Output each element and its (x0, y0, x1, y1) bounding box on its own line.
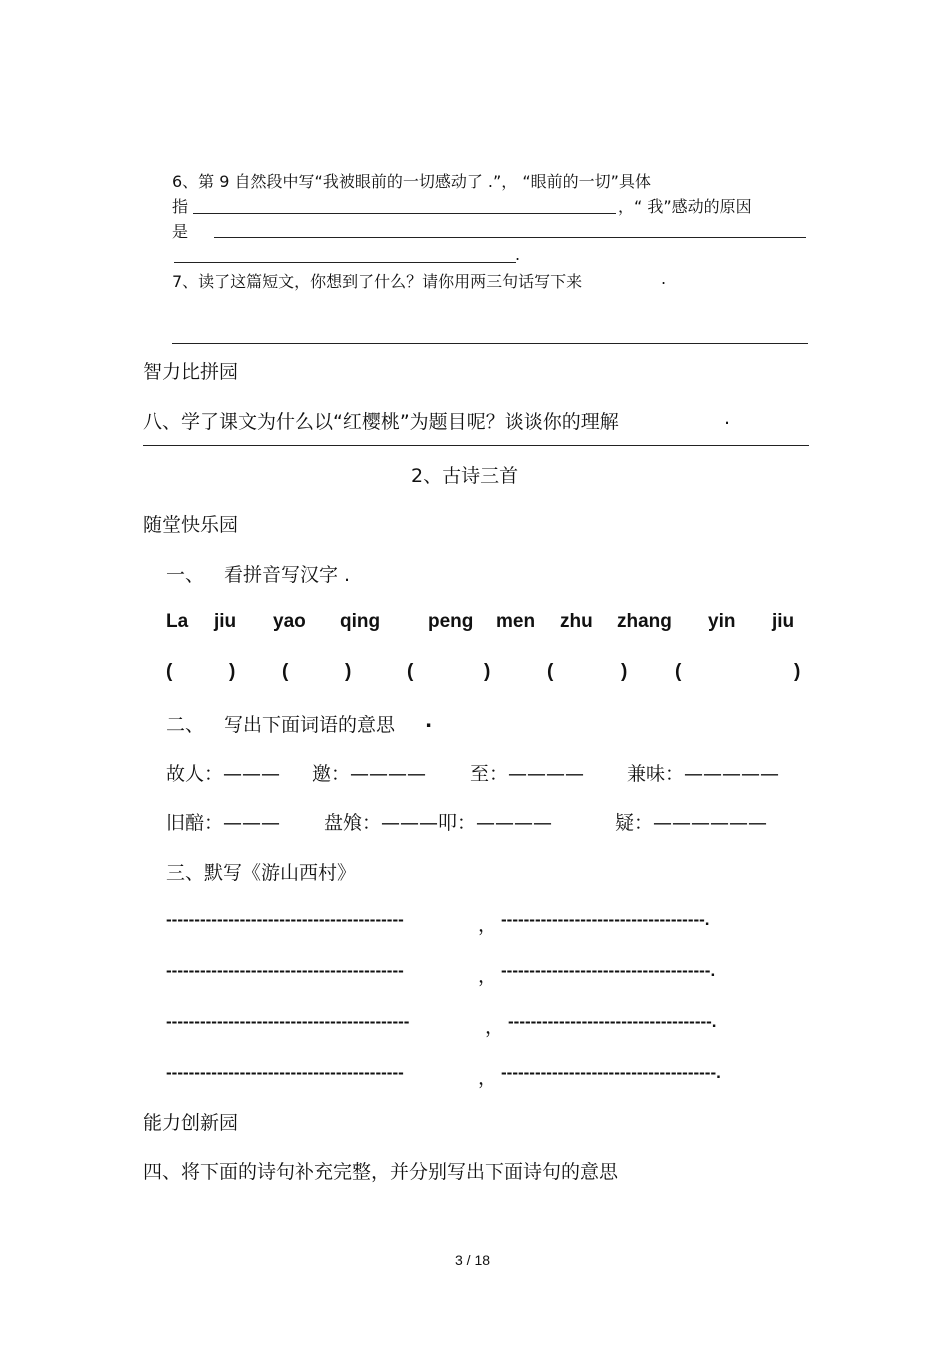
bracket-close-1: ) (229, 661, 236, 682)
bracket-open-2: ( (282, 661, 289, 682)
q4-text: 四、将下面的诗句补充完整，并分别写出下面诗句的意思 (143, 1161, 619, 1183)
word-zhi: 至：———— (470, 763, 585, 785)
q7-end-period: . (661, 269, 667, 288)
bracket-open-1: ( (166, 661, 173, 682)
q2-title: 写出下面词语的意思 (224, 714, 396, 736)
word-pansun-kou: 盘飧：———叩：———— (324, 812, 553, 834)
q1-title: 看拼音写汉字 . (224, 564, 351, 586)
q8-answer-line[interactable] (143, 445, 809, 446)
q6-end-period: . (515, 245, 521, 264)
poem-line-1-comma: ， (478, 914, 498, 936)
pinyin-4: qing (340, 611, 381, 632)
poem-line-3-comma: ， (485, 1016, 505, 1038)
bracket-close-3: ) (484, 661, 491, 682)
q6-answer-line-2[interactable] (214, 237, 806, 238)
pinyin-6: men (496, 611, 536, 632)
poem-line-4-comma: ， (478, 1067, 498, 1089)
poem-line-3-right[interactable]: ------------------------------------. (508, 1012, 717, 1031)
poem-line-4-right[interactable]: --------------------------------------. (501, 1063, 721, 1082)
bracket-close-5: ) (794, 661, 801, 682)
word-guren: 故人：——— (166, 763, 281, 785)
poem-line-1-left[interactable]: ------------------------------------------ (166, 910, 404, 929)
q6-line2-suffix: ，“ 我”感动的原因 (618, 197, 752, 216)
section-title-nengli: 能力创新园 (143, 1112, 239, 1134)
q1-number: 一、 (166, 564, 205, 586)
lesson-title: 2、古诗三首 (411, 465, 519, 487)
q3-title: 三、默写《游山西村》 (166, 862, 357, 884)
pinyin-3: yao (273, 611, 306, 632)
word-jianwei: 兼味：————— (627, 763, 780, 785)
page-number: 3 / 18 (455, 1252, 491, 1268)
bracket-open-3: ( (407, 661, 414, 682)
word-yao: 邀：———— (312, 763, 427, 785)
section-title-suitang: 随堂快乐园 (143, 514, 239, 536)
poem-line-2-left[interactable]: ------------------------------------------ (166, 961, 404, 980)
q7-text: 7、读了这篇短文，你想到了什么？请你用两三句话写下来 (172, 272, 583, 291)
poem-line-2-right[interactable]: -------------------------------------. (501, 961, 716, 980)
pinyin-10: jiu (772, 611, 795, 632)
q6-answer-line-3[interactable] (174, 262, 516, 263)
q8-text: 八、学了课文为什么以“红樱桃”为题目呢？谈谈你的理解 (143, 411, 619, 433)
poem-line-1-right[interactable]: ------------------------------------. (501, 910, 710, 929)
pinyin-8: zhang (617, 611, 672, 632)
q2-dot: . (425, 710, 433, 732)
bracket-open-5: ( (675, 661, 682, 682)
pinyin-5: peng (428, 611, 474, 632)
q6-line1: 6、第 9 自然段中写“我被眼前的一切感动了 .”， “眼前的一切”具体 (172, 172, 651, 191)
q6-answer-line-1[interactable] (193, 213, 616, 214)
pinyin-1: La (166, 611, 189, 632)
q8-end-period: . (724, 407, 731, 429)
section-title-zhili: 智力比拼园 (143, 361, 239, 383)
bracket-close-2: ) (345, 661, 352, 682)
word-jiupei: 旧醅：——— (166, 812, 281, 834)
poem-line-4-left[interactable]: ------------------------------------------ (166, 1063, 404, 1082)
pinyin-9: yin (708, 611, 736, 632)
q6-line2-prefix: 指 (172, 197, 189, 216)
q7-answer-line[interactable] (172, 343, 808, 344)
bracket-close-4: ) (621, 661, 628, 682)
poem-line-2-comma: ， (478, 965, 498, 987)
word-yi: 疑：—————— (615, 812, 768, 834)
bracket-open-4: ( (547, 661, 554, 682)
pinyin-7: zhu (560, 611, 593, 632)
poem-line-3-left[interactable]: ------------------------------------------- (166, 1012, 410, 1031)
q6-line3-prefix: 是 (172, 222, 189, 241)
q2-number: 二、 (166, 714, 205, 736)
pinyin-2: jiu (214, 611, 237, 632)
